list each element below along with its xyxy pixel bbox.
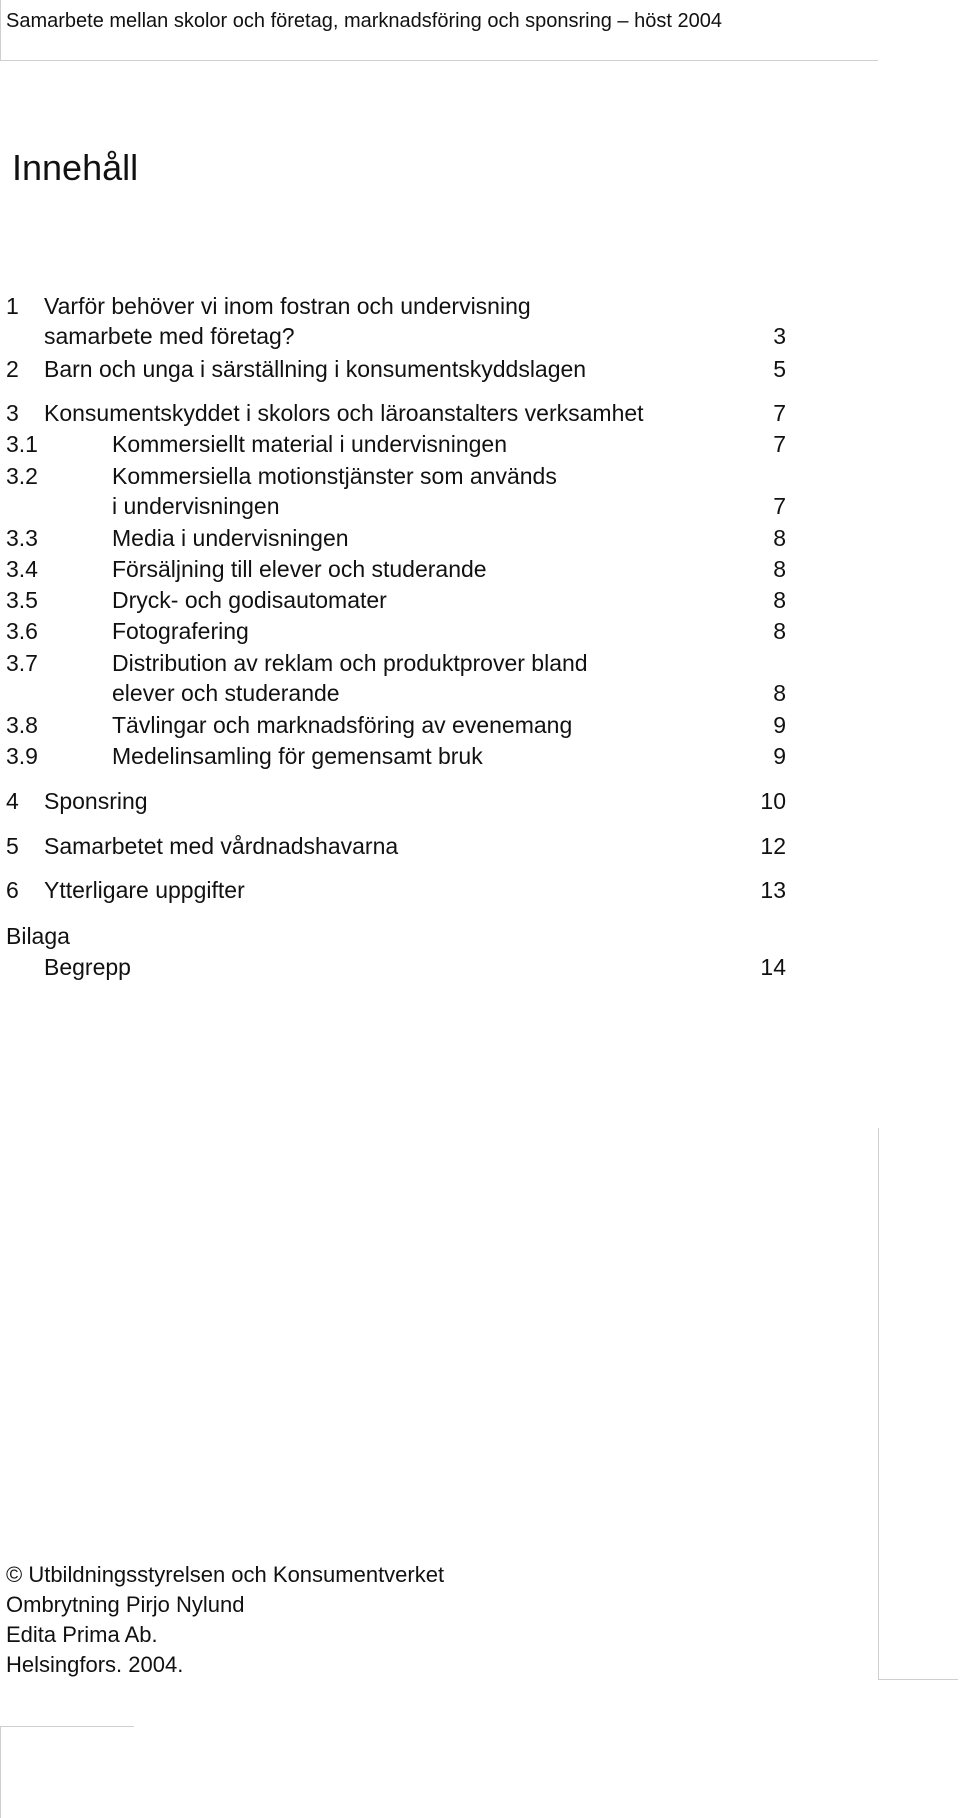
toc-entry (6, 951, 796, 983)
toc-entry (6, 584, 796, 616)
header-rule (0, 60, 878, 61)
toc-entry-text: Dryck- och godisautomater (112, 587, 387, 613)
header-left-rule (0, 0, 1, 60)
toc-entry-page: 8 (773, 525, 786, 551)
toc-entry-text: Barn och unga i särställning i konsumentskyddslagen (44, 356, 587, 382)
toc-entry-number: 3.5 (6, 587, 38, 613)
toc-entry-text: Varför behöver vi inom fostran och undervisning (44, 293, 531, 319)
toc-entry (6, 290, 796, 322)
toc-entry-page: 10 (760, 788, 786, 814)
toc-entry-number: 3.2 (6, 463, 38, 489)
imprint (6, 1560, 444, 1680)
toc-entry-text: Konsumentskyddet i skolors och läroanstalters verksamhet (44, 400, 644, 426)
toc-entry (6, 397, 796, 429)
imprint-place-year: Helsingfors. 2004. (6, 1652, 184, 1677)
toc-entry-page: 8 (773, 618, 786, 644)
toc-entry (6, 740, 796, 772)
imprint-layout-credit: Ombrytning Pirjo Nylund (6, 1592, 245, 1617)
toc-entry-page: 8 (773, 556, 786, 582)
toc-entry-text: i undervisningen (112, 493, 280, 519)
toc-entry-number: 3.3 (6, 525, 38, 551)
toc-entry-page: 7 (773, 400, 786, 426)
toc-entry-text: elever och studerande (112, 680, 340, 706)
toc-entry-number: 6 (6, 877, 19, 903)
toc-entry-number: 3.1 (6, 431, 38, 457)
toc-entry-text: Samarbetet med vårdnadshavarna (44, 833, 399, 859)
running-header: Samarbete mellan skolor och företag, marknadsföring och sponsring – höst 2004 (6, 10, 722, 32)
toc-title: Innehåll (12, 147, 139, 188)
toc-entry-page: 9 (773, 712, 786, 738)
imprint-printer: Edita Prima Ab. (6, 1622, 158, 1647)
footer-rule (0, 1726, 134, 1727)
toc-entry-text: Ytterligare uppgifter (44, 877, 245, 903)
toc-entry-page: 13 (760, 877, 786, 903)
toc-entry-text: Medelinsamling för gemensamt bruk (112, 743, 483, 769)
toc-entry (6, 920, 796, 952)
toc-entry (6, 428, 796, 460)
toc-entry-page: 12 (760, 833, 786, 859)
toc-entry-text: Försäljning till elever och studerande (112, 556, 487, 582)
toc-entry (6, 353, 796, 385)
margin-rule-right-tick (878, 1679, 958, 1680)
toc-entry-number: 1 (6, 293, 19, 319)
toc-entry (6, 320, 796, 352)
toc-entry-text: Tävlingar och marknadsföring av evenemang (112, 712, 573, 738)
toc-entry-number: 4 (6, 788, 19, 814)
toc-entry-text: Fotografering (112, 618, 249, 644)
toc-entry (6, 830, 796, 862)
toc-entry-number: 3.7 (6, 650, 38, 676)
toc-entry-number: 3.6 (6, 618, 38, 644)
toc-entry-page: 3 (773, 323, 786, 349)
toc-entry-text: Begrepp (44, 954, 131, 980)
toc-entry-number: 3.9 (6, 743, 38, 769)
toc-entry-page: 7 (773, 431, 786, 457)
toc-entry (6, 874, 796, 906)
toc-entry-text: Sponsring (44, 788, 148, 814)
toc-entry (6, 647, 796, 679)
toc-entry-number: 2 (6, 356, 19, 382)
toc-entry-number: Bilaga (6, 923, 70, 949)
footer-left-rule (0, 1726, 1, 1818)
toc-entry-page: 5 (773, 356, 786, 382)
toc-entry (6, 709, 796, 741)
toc-entry-page: 8 (773, 680, 786, 706)
toc-entry-page: 14 (760, 954, 786, 980)
toc-entry (6, 615, 796, 647)
margin-rule-right (878, 1128, 879, 1680)
toc-entry (6, 785, 796, 817)
toc-entry-number: 3.4 (6, 556, 38, 582)
toc-entry-page: 8 (773, 587, 786, 613)
toc-entry (6, 460, 796, 492)
toc-entry (6, 522, 796, 554)
toc-entry (6, 677, 796, 709)
toc-entry-number: 5 (6, 833, 19, 859)
toc-entry-page: 9 (773, 743, 786, 769)
toc-entry-text: samarbete med företag? (44, 323, 295, 349)
toc-entry (6, 490, 796, 522)
toc-entry (6, 553, 796, 585)
toc-entry-text: Kommersiellt material i undervisningen (112, 431, 507, 457)
toc-entry-number: 3 (6, 400, 19, 426)
imprint-copyright: © Utbildningsstyrelsen och Konsumentverket (6, 1562, 445, 1587)
toc-entry-number: 3.8 (6, 712, 38, 738)
toc-entry-text: Kommersiella motionstjänster som används (112, 463, 557, 489)
toc-entry-text: Distribution av reklam och produktprover bland (112, 650, 588, 676)
toc-entry-page: 7 (773, 493, 786, 519)
toc-entry-text: Media i undervisningen (112, 525, 349, 551)
